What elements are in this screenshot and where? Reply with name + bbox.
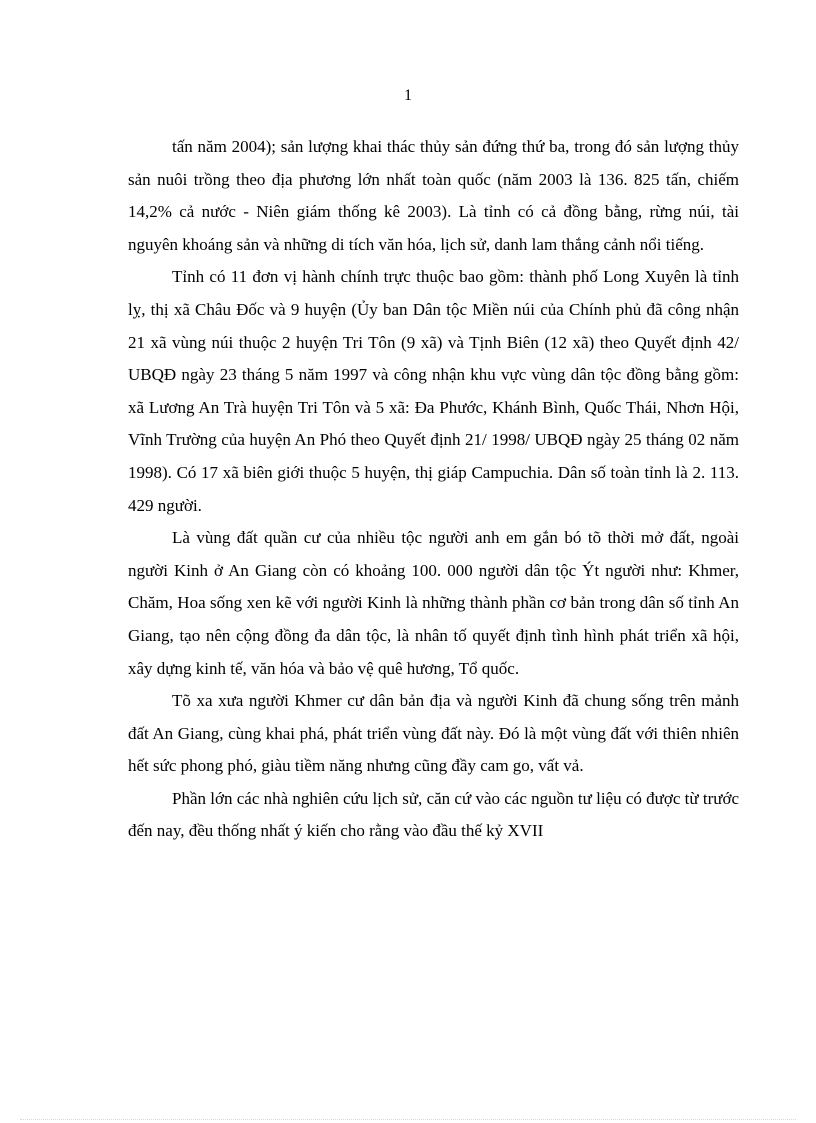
paragraph-2: Tỉnh có 11 đơn vị hành chính trực thuộc bao gồm: thành phố Long Xuyên là tỉnh lỵ, thị xã Châu Đốc và 9 huyện (Ủy ban Dân tộc Miền núi của Chính phủ đã công nhận 21 xã vùng núi thuộc 2 huyện Tri Tôn (9 xã) và Tịnh Biên (12 xã) theo Quyết định 42/ UBQĐ ngày 23 tháng 5 năm 1997 và công nhận khu vực vùng dân tộc đồng bằng gồm: xã Lương An Trà huyện Tri Tôn và 5 xã: Đa Phước, Khánh Bình, Quốc Thái, Nhơn Hội, Vĩnh Trường của huyện An Phó theo Quyết định 21/ 1998/ UBQĐ ngày 25 tháng 02 năm 1998). Có 17 xã biên giới thuộc 5 huyện, thị giáp Campuchia. Dân số toàn tỉnh là 2. 113. 429 người. bbox=[128, 267, 739, 515]
paragraph-5: Phần lớn các nhà nghiên cứu lịch sử, căn cứ vào các nguồn tư liệu có được từ trước đến nay, đều thống nhất ý kiến cho rằng vào đầu thế kỷ XVII bbox=[128, 788, 739, 841]
body-text bbox=[128, 131, 739, 848]
page-number: 1 bbox=[404, 87, 412, 104]
paragraph-1: tấn năm 2004); sản lượng khai thác thủy sản đứng thứ ba, trong đó sản lượng thủy sản nuôi trồng theo địa phương lớn nhất toàn quốc (năm 2003 là 136. 825 tấn, chiếm 14,2% cả nước - Niên giám thống kê 2003). Là tỉnh có cả đồng bằng, rừng núi, tài nguyên khoáng sản và những di tích văn hóa, lịch sử, danh lam thắng cảnh nổi tiếng. bbox=[128, 137, 739, 254]
page-bottom-divider bbox=[20, 1119, 796, 1120]
paragraph-3: Là vùng đất quần cư của nhiều tộc người anh em gắn bó tõ thời mở đất, ngoài người Kinh ở An Giang còn có khoảng 100. 000 người dân tộc Ýt người như: Khmer, Chăm, Hoa sống xen kẽ với người Kinh là những thành phần cơ bản trong dân số tỉnh An Giang, tạo nên cộng đồng đa dân tộc, là nhân tố quyết định tình hình phát triển xã hội, xây dựng kinh tế, văn hóa và bảo vệ quê hương, Tổ quốc. bbox=[128, 528, 739, 678]
paragraph-4: Tõ xa xưa người Khmer cư dân bản địa và người Kinh đã chung sống trên mảnh đất An Giang, cùng khai phá, phát triển vùng đất này. Đó là một vùng đất với thiên nhiên hết sức phong phó, giàu tiềm năng nhưng cũng đầy cam go, vất vả. bbox=[128, 691, 739, 776]
